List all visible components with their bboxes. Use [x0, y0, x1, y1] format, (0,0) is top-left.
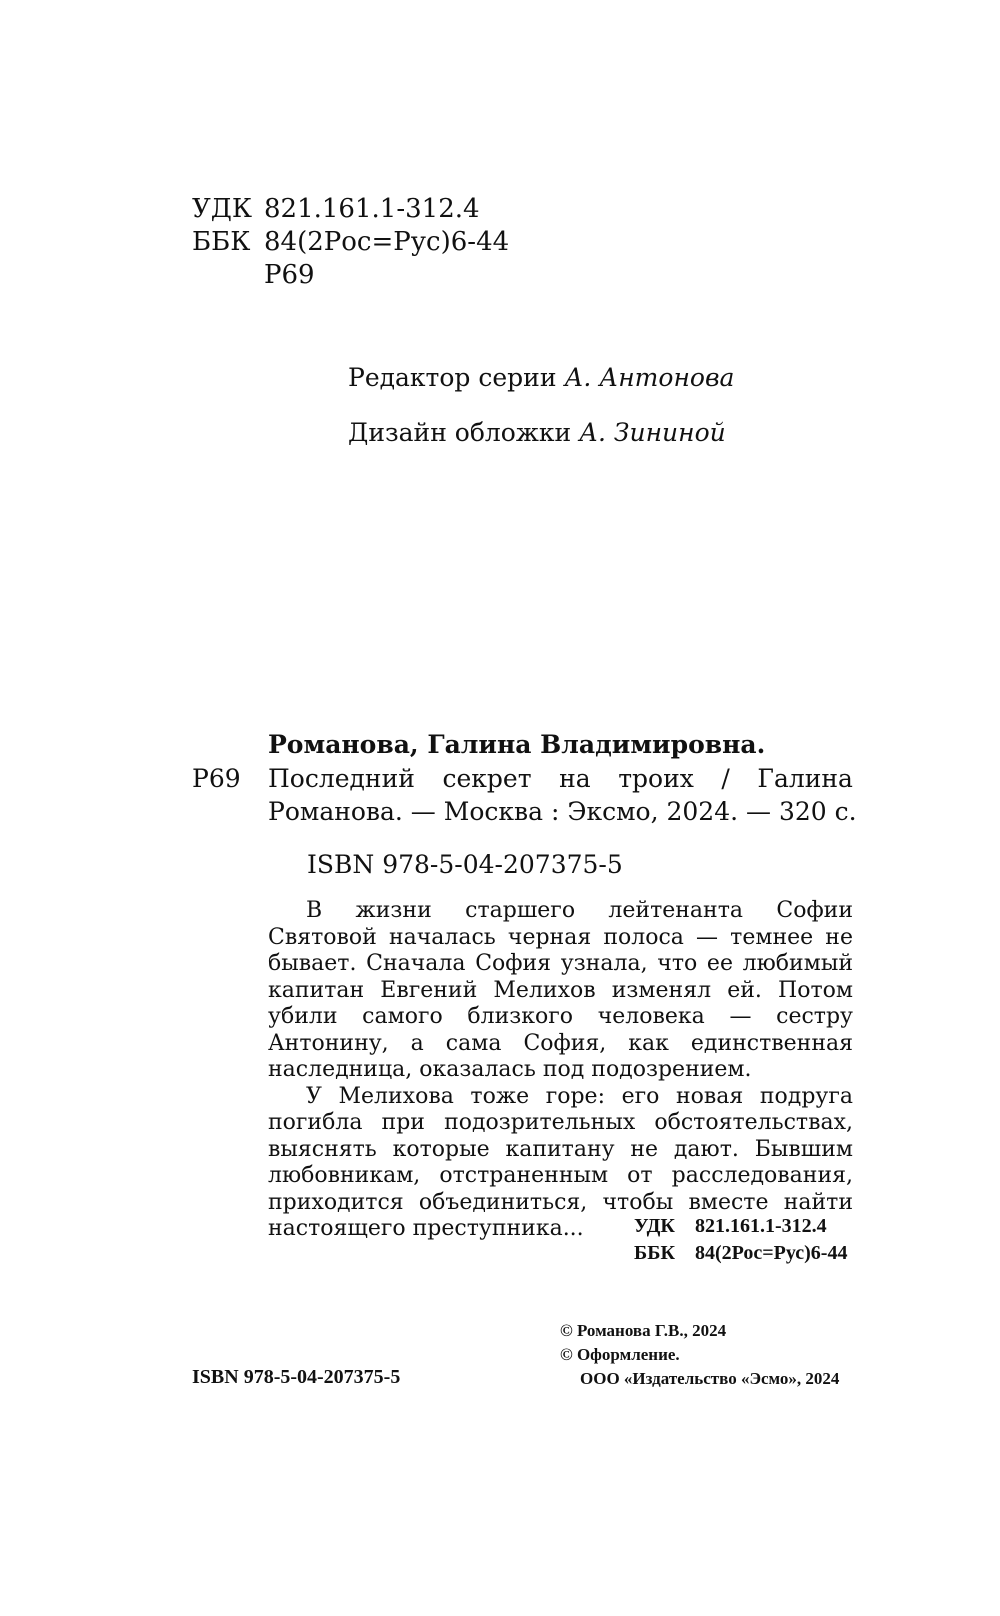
copyright-author: © Романова Г.В., 2024 — [560, 1321, 727, 1340]
top-author-mark: Р69 — [264, 260, 315, 290]
title-word: секрет — [442, 764, 532, 793]
designer-prefix: Дизайн обложки — [348, 418, 572, 447]
bottom-bbk-line — [634, 1240, 847, 1267]
copyright-design-2: ООО «Издательство «Эсмо», 2024 — [580, 1369, 840, 1388]
top-udk-line — [192, 193, 480, 225]
entry-isbn: ISBN 978-5-04-207375-5 — [307, 850, 623, 879]
annotation-paragraph-2: У Мелихова тоже горе: его новая подруга погибла при подозрительных обстоятельствах, выяснять которые капитану не дают. Бывшим любовникам, отстраненным от расследования, приходится объединиться, чтобы вместе найти настоящего преступника... — [268, 1083, 853, 1241]
bottom-udk-label: УДК — [634, 1215, 675, 1237]
title-word: Галина — [757, 764, 853, 793]
copyright-design-1: © Оформление. — [560, 1345, 680, 1364]
title-line-1 — [268, 762, 853, 795]
udk-value: 821.161.1-312.4 — [264, 194, 480, 224]
udk-label: УДК — [192, 194, 253, 224]
title-word: на — [559, 764, 591, 793]
bottom-bbk-label: ББК — [634, 1242, 675, 1264]
editor-prefix: Редактор серии — [348, 363, 557, 392]
bbk-label: ББК — [192, 227, 251, 257]
bottom-udk-line — [634, 1213, 827, 1240]
author-heading: Романова, Галина Владимировна. — [268, 730, 766, 759]
bbk-value: 84(2Рос=Рус)6-44 — [264, 227, 510, 257]
bottom-udk-value: 821.161.1-312.4 — [695, 1215, 827, 1237]
editor-name: А. Антонова — [564, 363, 735, 392]
annotation-paragraph-1: В жизни старшего лейтенанта Софии Святовой началась черная полоса — темнее не бывает. Сначала София узнала, что ее любимый капитан Евгений Мелихов изменял ей. Потом убили самого близкого человека — сестру Антонину, а сама София, как единственная наследница, оказалась под подозрением. — [268, 898, 853, 1082]
editor-credit — [348, 363, 734, 392]
title-word: Последний — [268, 764, 415, 793]
bottom-bbk-value: 84(2Рос=Рус)6-44 — [695, 1242, 848, 1264]
annotation — [268, 898, 853, 1243]
designer-credit — [348, 418, 726, 447]
entry-author-mark: Р69 — [192, 764, 241, 793]
title-word: / — [721, 764, 730, 793]
footer-isbn: ISBN 978-5-04-207375-5 — [192, 1366, 401, 1388]
designer-name: А. Зининой — [579, 418, 726, 447]
top-bbk-line — [192, 226, 509, 258]
title-line-2: Романова. — Москва : Эксмо, 2024. — 320 с. — [268, 797, 857, 826]
title-word: троих — [618, 764, 694, 793]
